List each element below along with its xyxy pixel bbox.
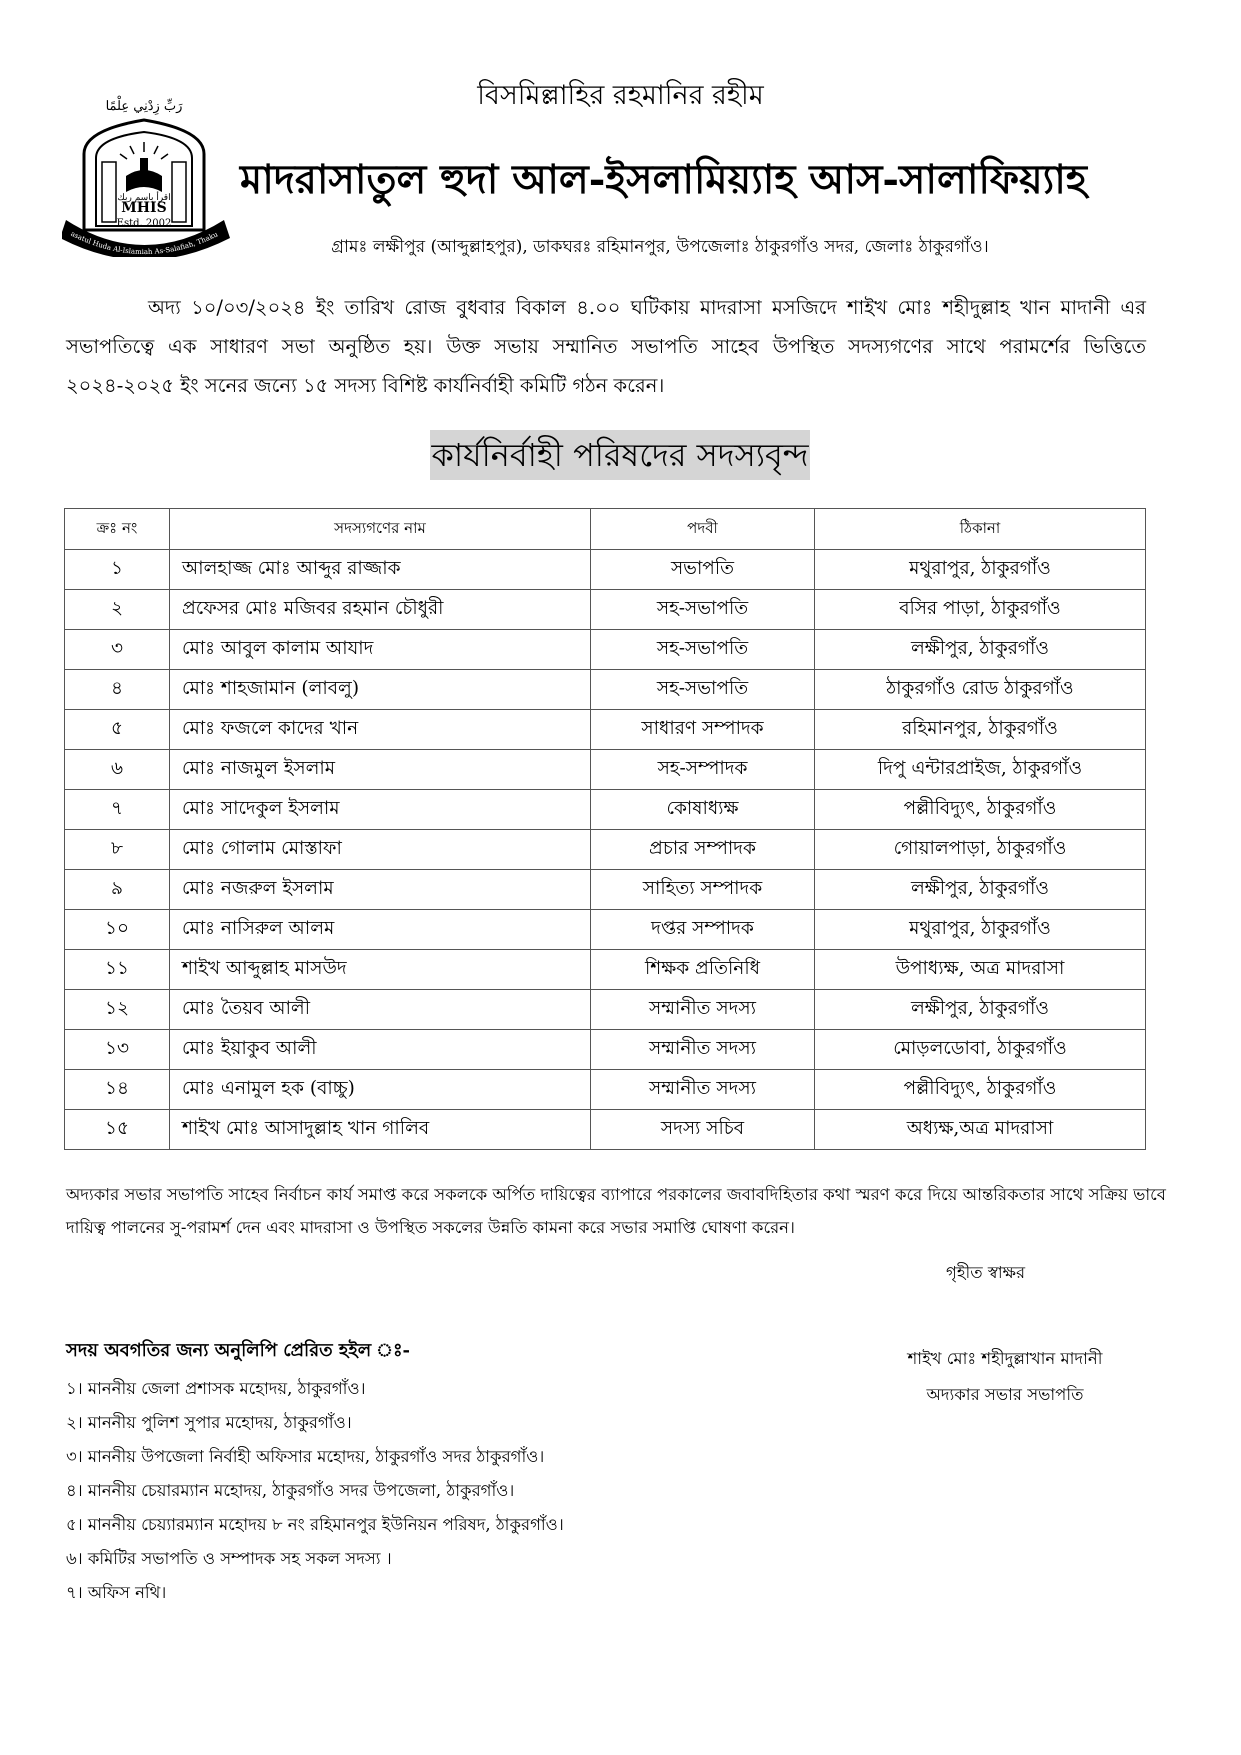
intro-text: অদ্য ১০/০৩/২০২৪ ইং তারিখ রোজ বুধবার বিকাল ৪.০০ ঘটিকায় মাদরাসা মসজিদে শাইখ মোঃ শহীদুল্লাহ খান মাদানী এর সভাপতিত্বে এক সাধারণ সভা অনুষ্ঠিত হয়। উক্ত সভায় সম্মানিত সভাপতি সাহেব উপস্থিত সদস্যগণের সাথে পরামর্শের ভিত্তিতে ২০২৪-২০২৫ ইং সনের জন্যে ১৫ সদস্য বিশিষ্ট কার্যনির্বাহী কমিটি গঠন করেন। bbox=[66, 296, 1146, 397]
members-table bbox=[64, 508, 1146, 1150]
cell-address: রহিমানপুর, ঠাকুরগাঁও bbox=[815, 710, 1146, 750]
cell-serial: ১২ bbox=[65, 990, 170, 1030]
header-name: সদস্যগণের নাম bbox=[170, 509, 591, 550]
cell-address: ঠাকুরগাঁও রোড ঠাকুরগাঁও bbox=[815, 670, 1146, 710]
school-address: গ্রামঃ লক্ষীপুর (আব্দুল্লাহপুর), ডাকঘরঃ রহিমানপুর, উপজেলাঃ ঠাকুরগাঁও সদর, জেলাঃ ঠাকুরগাঁও। bbox=[331, 237, 989, 257]
logo-book-text: اقرأ باسم ربك bbox=[117, 193, 171, 203]
cell-post: সভাপতি bbox=[591, 550, 815, 590]
signer-title: অদ্যকার সভার সভাপতি bbox=[926, 1385, 1084, 1404]
cell-post: দপ্তর সম্পাদক bbox=[591, 910, 815, 950]
madrasa-logo bbox=[62, 92, 232, 257]
cell-name: মোঃ ফজলে কাদের খান bbox=[170, 710, 591, 750]
table-header-row bbox=[65, 509, 1146, 550]
cell-post: সহ-সম্পাদক bbox=[591, 750, 815, 790]
cell-address: পল্লীবিদ্যুৎ, ঠাকুরগাঁও bbox=[815, 1070, 1146, 1110]
intro-paragraph bbox=[66, 288, 1146, 405]
cell-post: সহ-সভাপতি bbox=[591, 630, 815, 670]
cell-serial: ৮ bbox=[65, 830, 170, 870]
cell-address: গোয়ালপাড়া, ঠাকুরগাঁও bbox=[815, 830, 1146, 870]
cell-name: শাইখ আব্দুল্লাহ মাসউদ bbox=[170, 950, 591, 990]
list-item: ২। মাননীয় পুলিশ সুপার মহোদয়, ঠাকুরগাঁও। bbox=[66, 1413, 352, 1432]
signer-name: শাইখ মোঃ শহীদুল্লাখান মাদানী bbox=[907, 1349, 1103, 1368]
cell-post: সদস্য সচিব bbox=[591, 1110, 815, 1150]
cell-address: লক্ষীপুর, ঠাকুরগাঁও bbox=[815, 990, 1146, 1030]
cell-name: মোঃ আবুল কালাম আযাদ bbox=[170, 630, 591, 670]
cell-post: প্রচার সম্পাদক bbox=[591, 830, 815, 870]
list-item: ৩। মাননীয় উপজেলা নির্বাহী অফিসার মহোদয়, ঠাকুরগাঁও সদর ঠাকুরগাঁও। bbox=[66, 1447, 545, 1466]
cell-post: সাধারণ সম্পাদক bbox=[591, 710, 815, 750]
signer-block bbox=[860, 1341, 1150, 1413]
table-row bbox=[65, 710, 1146, 750]
cell-serial: ৫ bbox=[65, 710, 170, 750]
cell-address: মোড়লডোবা, ঠাকুরগাঁও bbox=[815, 1030, 1146, 1070]
cell-serial: ১৪ bbox=[65, 1070, 170, 1110]
cell-address: পল্লীবিদ্যুৎ, ঠাকুরগাঁও bbox=[815, 790, 1146, 830]
cell-address: বসির পাড়া, ঠাকুরগাঁও bbox=[815, 590, 1146, 630]
cell-address: দিপু এন্টারপ্রাইজ, ঠাকুরগাঁও bbox=[815, 750, 1146, 790]
header-serial: ক্রঃ নং bbox=[65, 509, 170, 550]
cell-name: মোঃ সাদেকুল ইসলাম bbox=[170, 790, 591, 830]
cell-name: মোঃ গোলাম মোস্তাফা bbox=[170, 830, 591, 870]
cell-serial: ৭ bbox=[65, 790, 170, 830]
cell-post: কোষাধ্যক্ষ bbox=[591, 790, 815, 830]
table-row bbox=[65, 1070, 1146, 1110]
cell-name: মোঃ এনামুল হক (বাচ্চু) bbox=[170, 1070, 591, 1110]
cell-name: মোঃ শাহজামান (লাবলু) bbox=[170, 670, 591, 710]
logo-ribbon-text: asatul Huda Al-Islamiah As-Salafiah, Thaku bbox=[69, 229, 220, 257]
cell-name: আলহাজ্জ মোঃ আব্দুর রাজ্জাক bbox=[170, 550, 591, 590]
bismillah-heading: বিসমিল্লাহির রহমানির রহীম bbox=[477, 80, 764, 111]
cell-name: মোঃ তৈয়ব আলী bbox=[170, 990, 591, 1030]
cell-post: সহ-সভাপতি bbox=[591, 590, 815, 630]
cell-post: শিক্ষক প্রতিনিধি bbox=[591, 950, 815, 990]
table-row bbox=[65, 670, 1146, 710]
school-name: মাদরাসাতুল হুদা আল-ইসলামিয়্যাহ আস-সালাফিয়্যাহ bbox=[240, 156, 1087, 203]
header-address: ঠিকানা bbox=[815, 509, 1146, 550]
cell-serial: ২ bbox=[65, 590, 170, 630]
cell-name: মোঃ নাসিরুল আলম bbox=[170, 910, 591, 950]
table-row bbox=[65, 630, 1146, 670]
table-row bbox=[65, 830, 1146, 870]
cell-serial: ৪ bbox=[65, 670, 170, 710]
cell-serial: ৩ bbox=[65, 630, 170, 670]
logo-abbr: MHIS bbox=[121, 200, 167, 216]
table-row bbox=[65, 550, 1146, 590]
cell-serial: ৬ bbox=[65, 750, 170, 790]
list-item: ১। মাননীয় জেলা প্রশাসক মহোদয়, ঠাকুরগাঁও। bbox=[66, 1379, 366, 1398]
section-title: কার্যনির্বাহী পরিষদের সদস্যবৃন্দ bbox=[430, 430, 810, 480]
cell-serial: ১০ bbox=[65, 910, 170, 950]
list-item: ৬। কমিটির সভাপতি ও সম্পাদক সহ সকল সদস্য । bbox=[66, 1549, 392, 1568]
cell-serial: ১৫ bbox=[65, 1110, 170, 1150]
cell-name: মোঃ ইয়াকুব আলী bbox=[170, 1030, 591, 1070]
table-row bbox=[65, 990, 1146, 1030]
list-item: ৭। অফিস নথি। bbox=[66, 1583, 167, 1602]
list-item: ৪। মাননীয় চেয়ারম্যান মহোদয়, ঠাকুরগাঁও সদর উপজেলা, ঠাকুরগাঁও। bbox=[66, 1481, 515, 1500]
cell-serial: ১১ bbox=[65, 950, 170, 990]
closing-paragraph: অদ্যকার সভার সভাপতি সাহেব নির্বাচন কার্য সমাপ্ত করে সকলকে অর্পিত দায়িত্বের ব্যাপারে পরকালের জবাবদিহিতার কথা স্মরণ করে দিয়ে আন্তরিকতার সাথে সক্রিয় ভাবে দায়িত্ব পালনের সু-পরামর্শ দেন এবং মাদরাসা ও উপস্থিত সকলের উন্নতি কামনা করে সভার সমাপ্তি ঘোষণা করেন। bbox=[66, 1185, 1166, 1237]
cell-serial: ৯ bbox=[65, 870, 170, 910]
cell-address: অধ্যক্ষ,অত্র মাদরাসা bbox=[815, 1110, 1146, 1150]
cell-address: লক্ষীপুর, ঠাকুরগাঁও bbox=[815, 870, 1146, 910]
cell-name: মোঃ নাজমুল ইসলাম bbox=[170, 750, 591, 790]
cell-address: লক্ষীপুর, ঠাকুরগাঁও bbox=[815, 630, 1146, 670]
header-post: পদবী bbox=[591, 509, 815, 550]
cell-name: প্রফেসর মোঃ মজিবর রহমান চৌধুরী bbox=[170, 590, 591, 630]
cell-post: সম্মানীত সদস্য bbox=[591, 1030, 815, 1070]
cell-post: সাহিত্য সম্পাদক bbox=[591, 870, 815, 910]
cell-name: মোঃ নজরুল ইসলাম bbox=[170, 870, 591, 910]
table-row bbox=[65, 750, 1146, 790]
table-row bbox=[65, 1110, 1146, 1150]
table-row bbox=[65, 1030, 1146, 1070]
list-item: ৫। মাননীয় চেয়্যারম্যান মহোদয় ৮ নং রহিমানপুর ইউনিয়ন পরিষদ, ঠাকুরগাঁও। bbox=[66, 1515, 564, 1534]
cell-post: সম্মানীত সদস্য bbox=[591, 990, 815, 1030]
cell-address: মথুরাপুর, ঠাকুরগাঁও bbox=[815, 550, 1146, 590]
cell-post: সম্মানীত সদস্য bbox=[591, 1070, 815, 1110]
accepted-signature-label: গৃহীত স্বাক্ষর bbox=[946, 1263, 1026, 1282]
cell-address: উপাধ্যক্ষ, অত্র মাদরাসা bbox=[815, 950, 1146, 990]
copy-heading: সদয় অবগতির জন্য অনুলিপি প্রেরিত হইল ঃ- bbox=[66, 1340, 411, 1361]
table-row bbox=[65, 910, 1146, 950]
logo-estd: Estd. 2002 bbox=[116, 218, 172, 229]
logo-arabic-top: رَبِّ زِدْنِي عِلْمًا bbox=[105, 99, 183, 114]
table-row bbox=[65, 870, 1146, 910]
table-row bbox=[65, 950, 1146, 990]
cell-address: মথুরাপুর, ঠাকুরগাঁও bbox=[815, 910, 1146, 950]
cell-serial: ১ bbox=[65, 550, 170, 590]
cell-name: শাইখ মোঃ আসাদুল্লাহ খান গালিব bbox=[170, 1110, 591, 1150]
copy-recipient-list bbox=[66, 1372, 564, 1610]
table-row bbox=[65, 590, 1146, 630]
table-row bbox=[65, 790, 1146, 830]
cell-serial: ১৩ bbox=[65, 1030, 170, 1070]
cell-post: সহ-সভাপতি bbox=[591, 670, 815, 710]
